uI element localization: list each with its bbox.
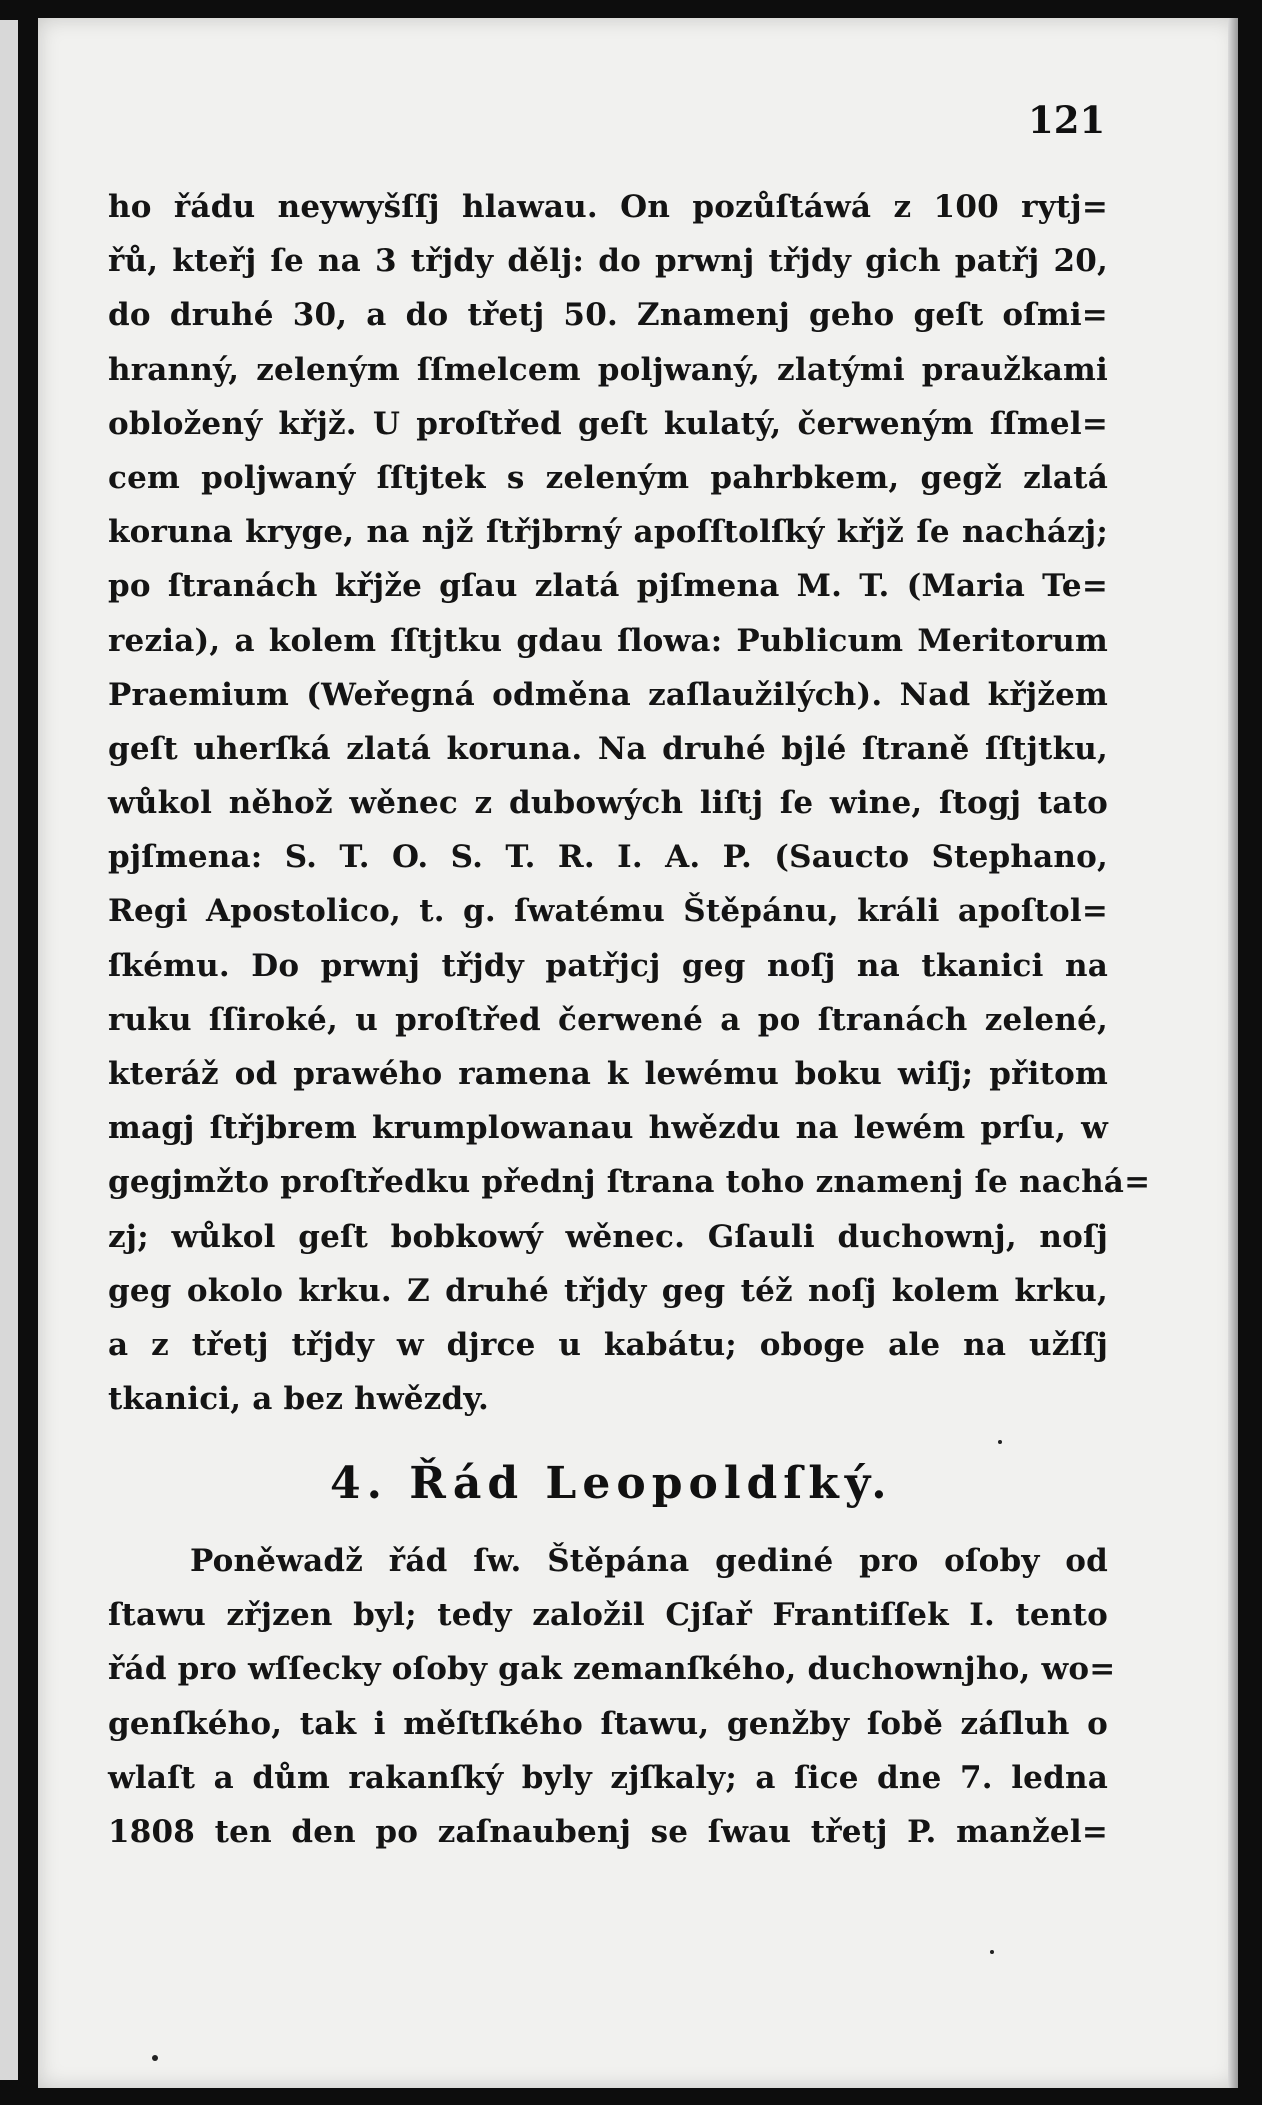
section-heading: 4. Řád Leopoldſký. [330, 1458, 893, 1509]
ink-speck [990, 1950, 994, 1954]
text-line: rezia), a kolem ſſtjtku gdau ſlowa: Publicum Meritorum [108, 622, 1108, 659]
text-line: cem polјwaný ſſtjtek s zeleným pahrbkem, gegž zlatá [108, 459, 1108, 496]
text-line: wlaſt a dům rakanſký byly zjſkaly; a ſice dne 7. ledna [108, 1759, 1108, 1796]
text-line: zj; wůkol geſt bobkowý wěnec. Gſauli duchownj, noſj [108, 1218, 1108, 1255]
text-line: koruna kryge, na njž ſtřjbrný apoſſtolſký křjž ſe nacházj; [108, 514, 1108, 551]
text-line: pjſmena: S. T. O. S. T. R. I. A. P. (Saucto Stephano, [108, 839, 1108, 876]
text-line: wůkol něhož wěnec z dubowých liſtj ſe wine, ſtogj tato [108, 785, 1108, 822]
text-line: gegjmžto proſtředku přednj ſtrana toho znamenj ſe nachá= [108, 1164, 1151, 1201]
text-line: ho řádu neywyšſſj hlawau. On pozůſtáwá z 100 rytj= [108, 189, 1108, 225]
text-line: geg okolo krku. Z druhé třjdy geg též noſj kolem krku, [108, 1272, 1108, 1309]
text-line: tkanici, a bez hwězdy. [108, 1381, 489, 1418]
text-line: řů, kteřj ſe na 3 třjdy dělj: do prwnj třjdy gich patřj 20, [108, 243, 1108, 280]
text-line: ruku ſſiroké, u proſtřed čerwené a po ſtranách zelené, [108, 1001, 1108, 1038]
text-line: obložený křjž. U proſtřed geſt kulatý, čerweným ſſmel= [108, 405, 1108, 442]
paragraph-leopold-order [108, 1534, 1116, 1859]
text-line: kteráž od prawého ramena k lewému boku wiſj; přitom [108, 1056, 1108, 1092]
ink-speck [998, 1440, 1002, 1444]
page-number: 121 [1028, 98, 1106, 142]
paragraph-order-of-st-stephen [108, 180, 1151, 1426]
text-line: genſkého, tak i měſtſkého ſtawu, genžby ſobě záſluh o [108, 1705, 1108, 1742]
text-line: magj ſtřjbrem krumplowanau hwězdu na lewém prſu, w [108, 1110, 1108, 1147]
text-line: řád pro wſſecky oſoby gak zemanſkého, duchownjho, wo= [108, 1651, 1116, 1688]
text-line: Poněwadž řád ſw. Štěpána gediné pro oſoby od [190, 1543, 1108, 1579]
text-line: po ſtranách křjže gſau zlatá pjſmena M. T. (Maria Te= [108, 568, 1108, 605]
text-line: ſtawu zřjzen byl; tedy založil Cjſař Frantiſſek I. tento [108, 1597, 1108, 1634]
text-line: ſkému. Do prwnj třjdy patřjcj geg noſj na tkanici na [108, 947, 1108, 984]
page-edge-shadow [1228, 18, 1238, 2088]
text-line: hranný, zeleným ſſmelcem polјwaný, zlatými praužkami [108, 351, 1108, 388]
text-line: do druhé 30, a do třetj 50. Znamenj geho geſt oſmi= [108, 297, 1108, 334]
text-line: a z třetj třjdy w djrce u kabátu; oboge ale na užſſj [108, 1326, 1108, 1363]
text-line: Regi Apostolico, t. g. ſwatému Štěpánu, králi apoſtol= [108, 893, 1108, 930]
text-line: geſt uherſká zlatá koruna. Na druhé bjlé ſtraně ſſtjtku, [108, 730, 1108, 767]
text-line: 1808 ten den po zaſnaubenj se ſwau třetj P. manžel= [108, 1813, 1108, 1850]
ink-speck [152, 2055, 158, 2061]
text-line: Praemium (Weřegná odměna zaſlaužilých). Nad křjžem [108, 676, 1108, 713]
previous-page-edge [0, 20, 18, 2080]
